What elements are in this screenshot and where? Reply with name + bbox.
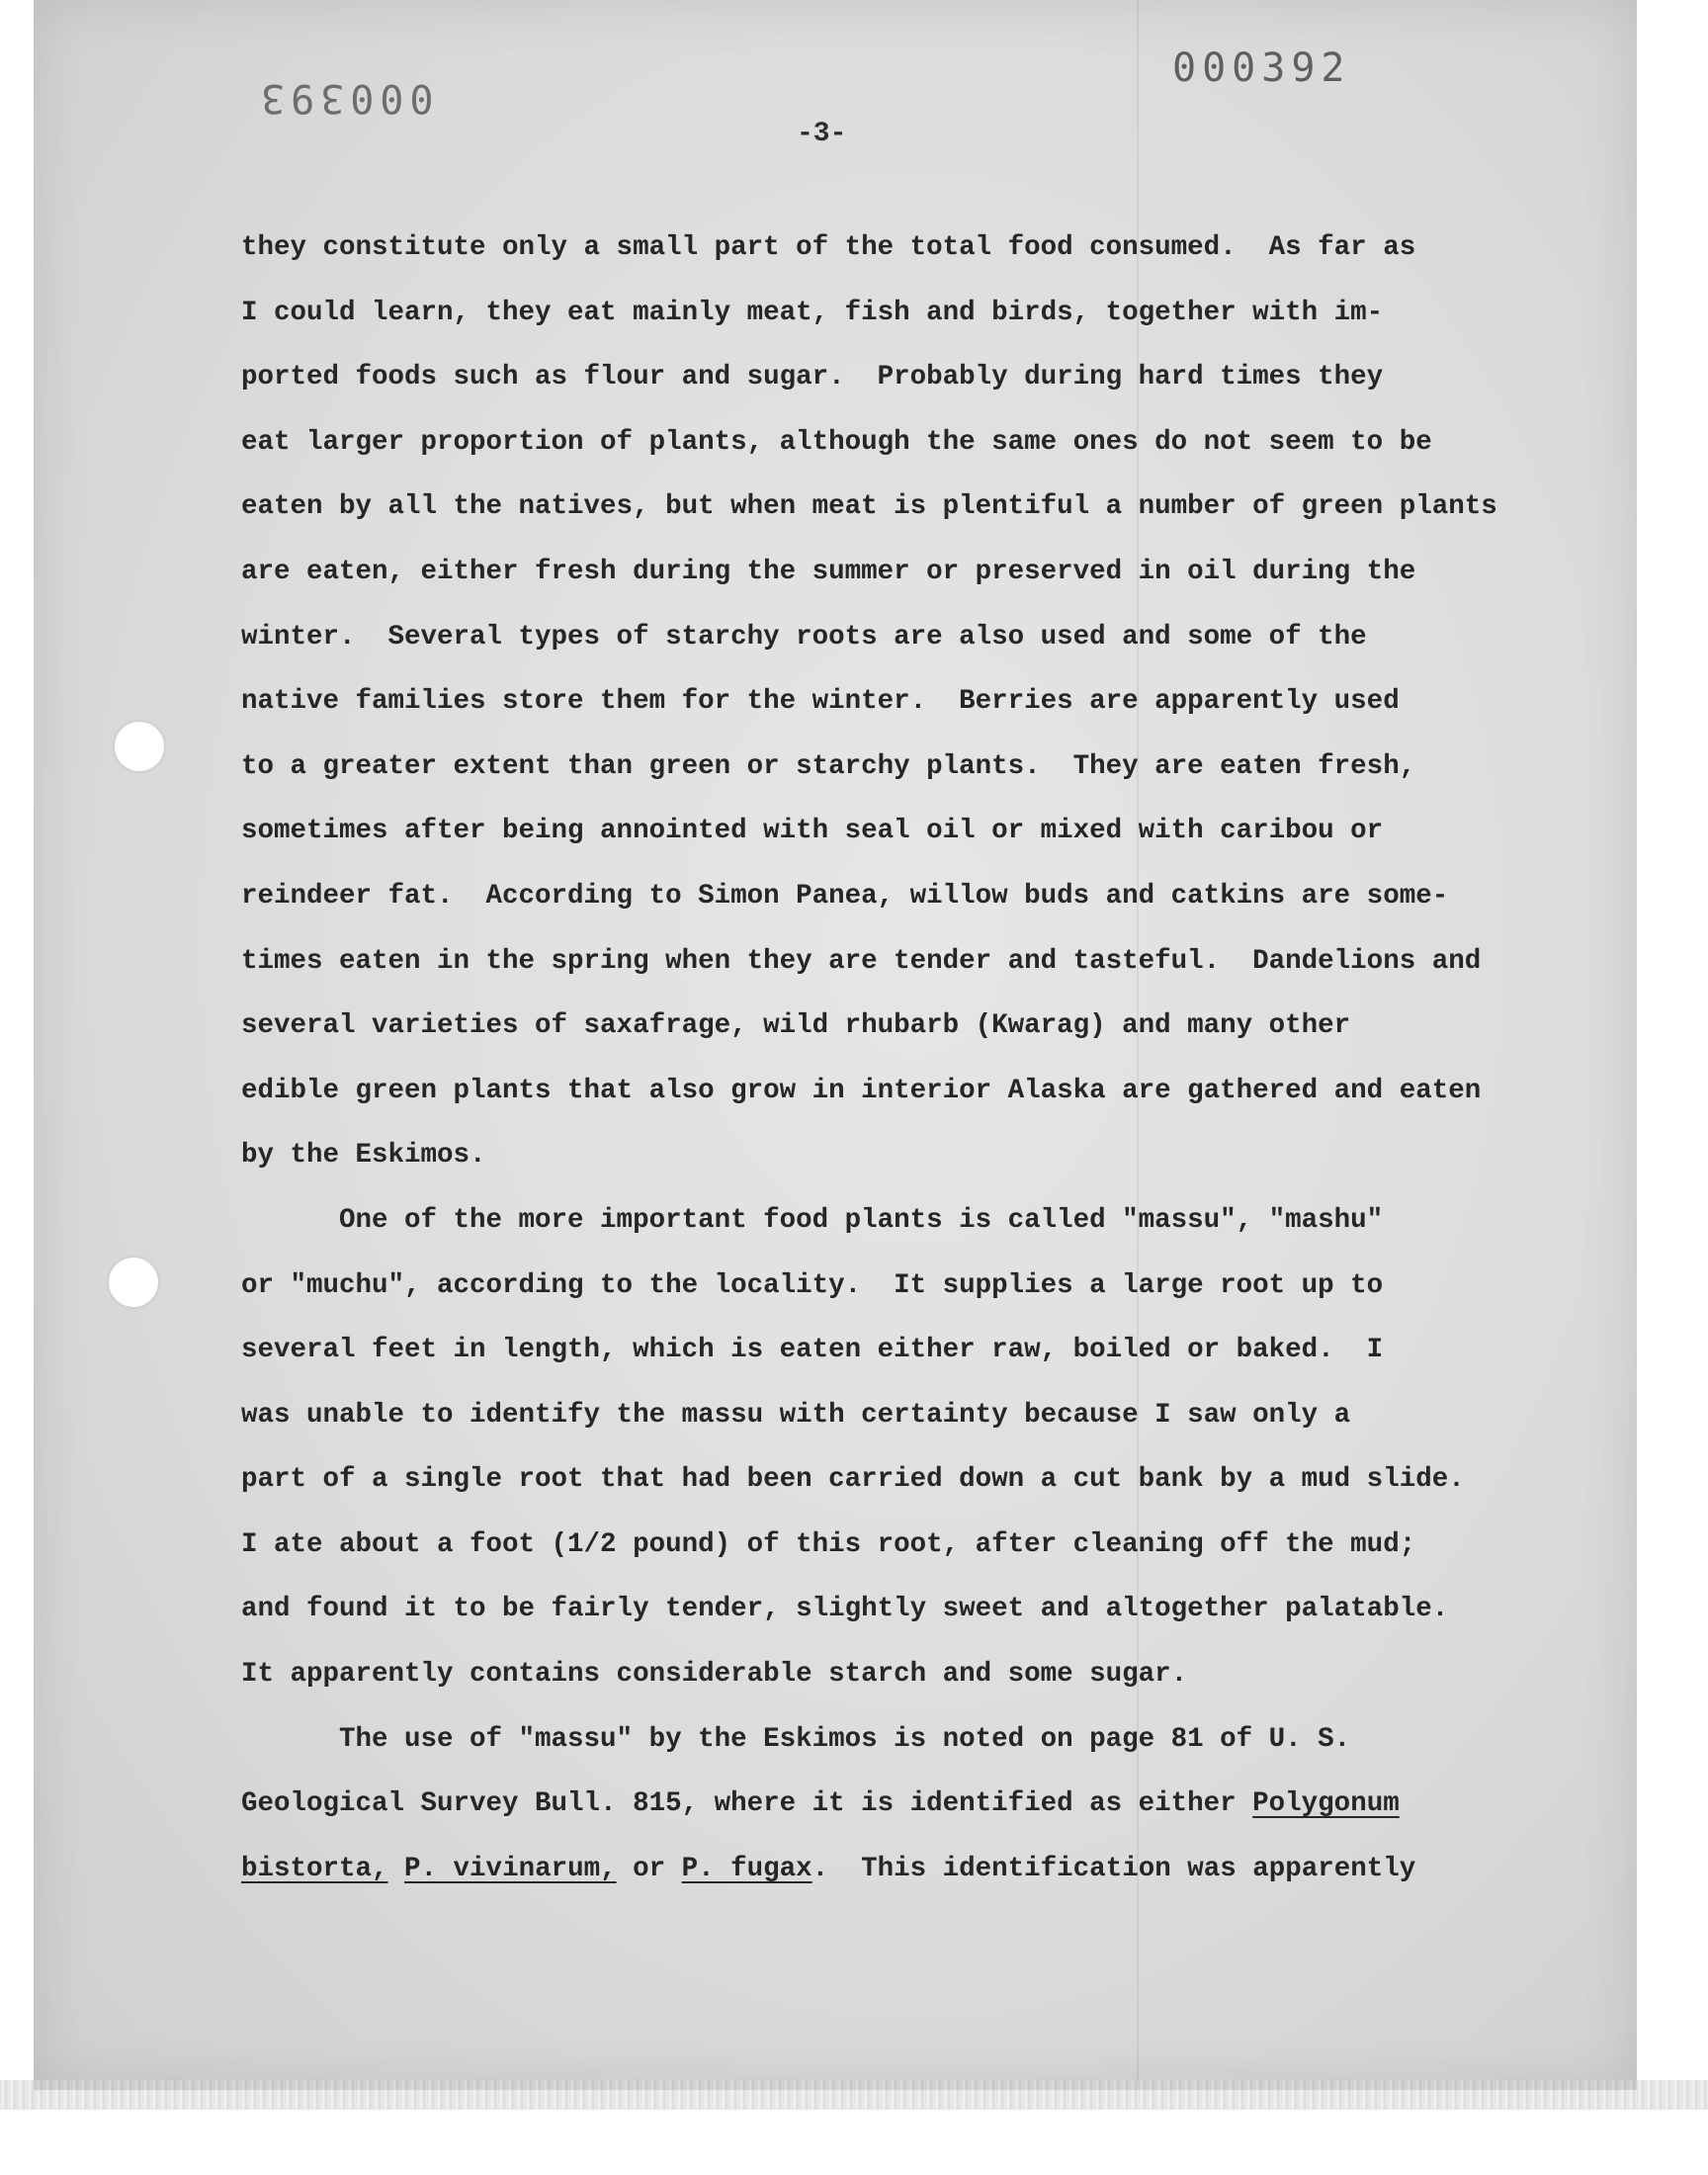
- text-line: [241, 1254, 1526, 1319]
- text-segment: edible green plants that also grow in interior Alaska are gathered and eaten: [241, 1075, 1482, 1106]
- punch-hole-upper: [115, 722, 164, 771]
- text-line: [241, 1707, 1526, 1773]
- text-line: [241, 929, 1526, 995]
- text-segment: several feet in length, which is eaten either raw, boiled or baked. I: [241, 1335, 1384, 1366]
- text-line: [241, 1318, 1526, 1383]
- text-segment: eaten by all the natives, but when meat is plentiful a number of green plants: [241, 491, 1497, 523]
- text-line: [241, 1123, 1526, 1188]
- text-segment: times eaten in the spring when they are tender and tasteful. Dandelions and: [241, 945, 1482, 977]
- text-segment: or "muchu", according to the locality. It supplies a large root up to: [241, 1269, 1384, 1301]
- underlined-species-name: P. fugax: [681, 1853, 812, 1884]
- text-line: [241, 216, 1526, 281]
- text-line: [241, 799, 1526, 864]
- text-segment: The use of "massu" by the Eskimos is noted on page 81 of U. S.: [241, 1723, 1351, 1755]
- punch-hole-lower: [109, 1258, 158, 1307]
- text-line: [241, 345, 1526, 410]
- text-segment: and found it to be fairly tender, slightly sweet and altogether palatable.: [241, 1594, 1449, 1625]
- document-id-stamp: 000392: [1172, 45, 1351, 91]
- text-segment: they constitute only a small part of the total food consumed. As far as: [241, 232, 1416, 263]
- text-segment: several varieties of saxafrage, wild rhubarb (Kwarag) and many other: [241, 1010, 1351, 1042]
- scan-bottom-edge: [0, 2080, 1708, 2110]
- text-segment: One of the more important food plants is called "massu", "mashu": [241, 1204, 1384, 1236]
- text-line: [241, 605, 1526, 670]
- text-line: [241, 410, 1526, 476]
- text-segment: reindeer fat. According to Simon Panea, willow buds and catkins are some-: [241, 880, 1449, 912]
- text-line: [241, 475, 1526, 540]
- document-id-stamp-inverted: 000393: [255, 75, 434, 121]
- text-line: [241, 1577, 1526, 1642]
- underlined-species-name: bistorta,: [241, 1853, 388, 1884]
- text-segment: sometimes after being annointed with seal oil or mixed with caribou or: [241, 816, 1384, 847]
- underlined-species-name: P. vivinarum,: [404, 1853, 617, 1884]
- text-line: [241, 1772, 1526, 1837]
- text-line: [241, 864, 1526, 929]
- text-line: [241, 1383, 1526, 1448]
- text-line: [241, 735, 1526, 800]
- text-segment: was unable to identify the massu with certainty because I saw only a: [241, 1399, 1351, 1431]
- text-segment: I ate about a foot (1/2 pound) of this root, after cleaning off the mud;: [241, 1528, 1416, 1560]
- text-line: [241, 281, 1526, 346]
- text-segment: Geological Survey Bull. 815, where it is identified as either: [241, 1788, 1253, 1820]
- text-segment: by the Eskimos.: [241, 1140, 486, 1172]
- text-line: [241, 540, 1526, 605]
- text-line: [241, 1188, 1526, 1254]
- text-line: [241, 1837, 1526, 1902]
- typed-body-text: [241, 216, 1526, 1901]
- text-segment: It apparently contains considerable starch and some sugar.: [241, 1659, 1188, 1691]
- text-segment: native families store them for the winter. Berries are apparently used: [241, 686, 1400, 718]
- text-segment: part of a single root that had been carried down a cut bank by a mud slide.: [241, 1464, 1465, 1496]
- text-segment: or: [616, 1853, 682, 1884]
- text-segment: are eaten, either fresh during the summer or preserved in oil during the: [241, 556, 1416, 587]
- text-segment: I could learn, they eat mainly meat, fish and birds, together with im-: [241, 297, 1384, 328]
- text-line: [241, 1513, 1526, 1578]
- text-segment: ported foods such as flour and sugar. Probably during hard times they: [241, 362, 1384, 393]
- text-segment: eat larger proportion of plants, although the same ones do not seem to be: [241, 426, 1432, 458]
- text-segment: winter. Several types of starchy roots are also used and some of the: [241, 621, 1367, 652]
- text-line: [241, 1059, 1526, 1124]
- text-line: [241, 669, 1526, 735]
- text-segment: [388, 1854, 405, 1884]
- text-segment: to a greater extent than green or starchy plants. They are eaten fresh,: [241, 750, 1416, 782]
- text-line: [241, 994, 1526, 1059]
- page-number: -3-: [797, 119, 847, 149]
- text-line: [241, 1642, 1526, 1707]
- text-segment: . This identification was apparently: [811, 1853, 1416, 1884]
- text-line: [241, 1447, 1526, 1513]
- underlined-species-name: Polygonum: [1252, 1788, 1400, 1820]
